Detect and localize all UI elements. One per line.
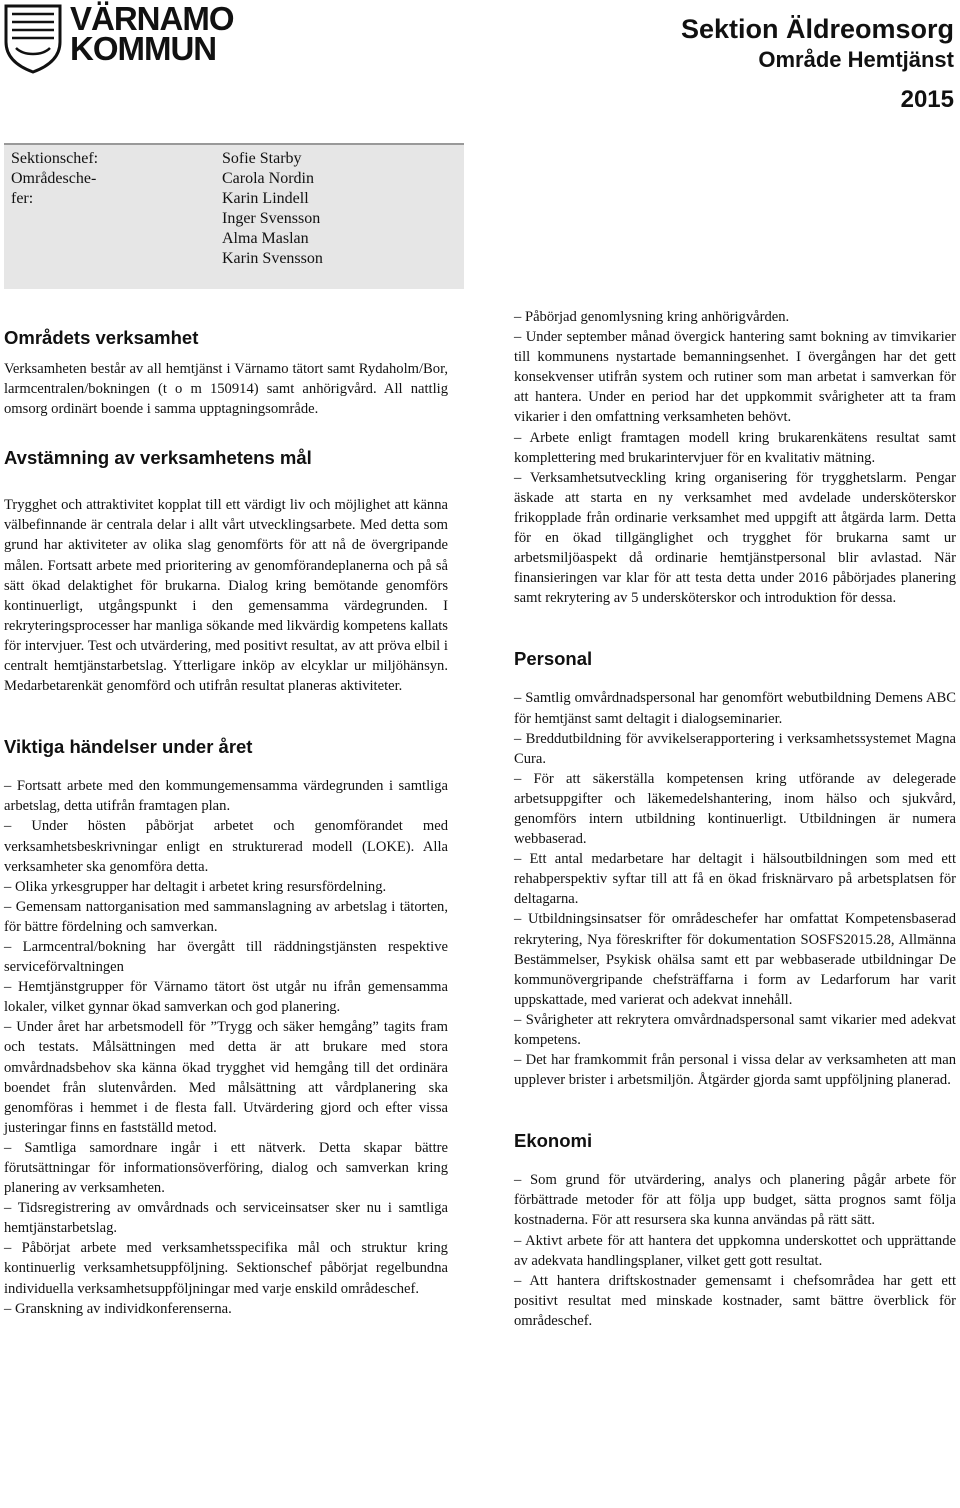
logo xyxy=(4,0,244,76)
section-title: Sektion Äldreomsorg xyxy=(680,14,954,44)
list-item: – Under hösten påbörjat arbetet och genomförandet med verksamhetsbeskrivningar enligt en strukturerad modell (LOKE). Alla verksamheter ska genomföra detta. xyxy=(4,816,448,876)
list-item: – Gemensam nattorganisation med sammanslagning av arbetslag i tätorten, för bättre fördelning och samverkan. xyxy=(4,897,448,937)
list-item: – Samtlig omvårdnadspersonal har genomfört webutbildning Demens ABC för hemtjänst samt deltagit i dialogseminarier. xyxy=(514,688,956,728)
list-item: – Arbete enligt framtagen modell kring brukarenkätens resultat samt komplettering med brukarintervjuer för en kvalitativ mätning. xyxy=(514,428,956,468)
list-item: – Att hantera driftskostnader gemensamt i chefsområdea har gett ett positivt resultat med minskade kostnader, samt bättre överblick för områdeschef. xyxy=(514,1271,956,1331)
area-title: Område Hemtjänst xyxy=(758,47,954,72)
list-item: – Under september månad övergick hantering samt bokning av timvikarier till kommunens nystartade bemanningsenhet. I övergången har det gett konsekvenser utifrån system och rutiner som man arbetat i samverkan för att hantera. Under en period har det uppkommit svårigheter att ta fram vikarier i den omfattning verksamheten behövt. xyxy=(514,327,956,427)
heading-handelser: Viktiga händelser under året xyxy=(4,736,253,758)
report-year: 2015 xyxy=(900,86,954,113)
chief-name: Sofie Starby xyxy=(222,150,302,167)
handelser-continued-list xyxy=(514,307,956,608)
list-item: – För att säkerställa kompetensen kring utförande av delegerade arbetsuppgifter och läkemedelshantering, inom hälso och sjukvård, genomförs intern utbildning kontinuerligt. Utbildningen är numera webbaserad. xyxy=(514,769,956,849)
list-item: – Utbildningsinsatser för områdeschefer har omfattat Kompetensbaserad rekrytering, Nya föreskrifter för dokumentation SOSFS2015.28, Allmänna Bestämmelser, Psykisk ohälsa samt ett par webbaserade utbildningar De kommunövergripande chefsträffarna i form av Ledarforum har varit uppskattade, med varierat och adekvat innehåll. xyxy=(514,909,956,1009)
heading-avstamning: Avstämning av verksamhetens mål xyxy=(4,447,312,469)
chief-name: Karin Lindell xyxy=(222,190,309,207)
verksamhet-text: Verksamheten består av all hemtjänst i Värnamo tätort samt Rydaholm/Bor, larmcentralen/bokningen (t o m 150914) samt anhörigvård. All nattlig omsorg ordinärt boende i samma upptagningsområde. xyxy=(4,361,448,418)
list-item: – Olika yrkesgrupper har deltagit i arbetet kring resursfördelning. xyxy=(4,877,448,897)
list-item: – Påbörjat arbete med verksamhetsspecifika mål och struktur kring kontinuerlig verksamhetsuppföljning. Sektionschef påbörjat regelbundna individuella verksamhetsuppföljningar med varje enskild områdeschef. xyxy=(4,1238,448,1298)
document-header xyxy=(681,12,954,116)
right-column xyxy=(514,307,956,1331)
list-item: – Det har framkommit från personal i vissa delar av verksamheten att man upplever brister i arbetsmiljön. Åtgärder gjorda samt uppföljning planerad. xyxy=(514,1050,956,1090)
label-area-chiefs: Områdesche- fer: xyxy=(11,170,97,207)
heading-verksamhet: Områdets verksamhet xyxy=(4,327,199,348)
personal-list xyxy=(514,688,956,1090)
list-item: – Verksamhetsutveckling kring organisering för trygghetslarm. Pengar äskade att starta en ny verksamhet med avdelade undersköterskor frikopplade från ordinarie verksamhet med uppgift att åtgärda larm. Detta för en ökad tillgänglighet och trygghet för brukarna samt ur arbetsmiljöaspekt då ordinarie hemtjänstpersonal blir avlastad. När finansieringen var klar för att testa detta under 2016 påbörjades planering samt rekrytering av 5 undersköterskor och introduktion för dessa. xyxy=(514,468,956,609)
varnamo-shield-icon xyxy=(4,4,62,74)
list-item: – Svårigheter att rekrytera omvårdnadspersonal samt vikarier med adekvat kompetens. xyxy=(514,1010,956,1050)
list-item: – Granskning av individkonferenserna. xyxy=(4,1299,448,1319)
list-item: – Påbörjad genomlysning kring anhörigvården. xyxy=(514,307,956,327)
chief-name: Karin Svensson xyxy=(222,250,323,267)
list-item: – Som grund för utvärdering, analys och planering pågår arbete för förbättrade metoder för att följa upp budget, sätta prognos samt följa kostnaderna. För att resursera ska kunna användas på rätt sätt. xyxy=(514,1170,956,1230)
list-item: – Fortsatt arbete med den kommungemensamma värdegrunden i samtliga arbetslag, detta utifrån framtagen plan. xyxy=(4,776,448,816)
list-item: – Hemtjänstgrupper för Värnamo tätort öst utgår nu ifrån gemensamma lokaler, vilket gynnar ökad samverkan och god planering. xyxy=(4,977,448,1017)
chief-name: Alma Maslan xyxy=(222,230,309,247)
avstamning-text: Trygghet och attraktivitet kopplat till ett värdigt liv och möjlighet att känna välbefinnande är centrala delar i allt vårt utvecklingsarbete. Med detta som grund har aktiviteter av olika slag genomförts för att nå de övergripande målen. Fortsatt arbete med prioritering av genomförandeplanerna och på så sätt ökad delaktighet för brukarna. Dialog kring bemötande genomförs kontinuerligt, utgångspunkt i den gemensamma värdegrunden. I rekryteringsprocesser har manliga sökande med likvärdig kompetens kallats för intervjuer. Test och utvärdering, med positivt resultat, av att pröva elbil i centralt hemtjänstarbetslag. Ytterligare inköp av elcyklar ur miljöhänsyn. Medarbetarenkät genomförd och utifrån resultat planeras aktiviteter. xyxy=(4,497,448,695)
heading-ekonomi: Ekonomi xyxy=(514,1130,593,1152)
list-item: – Tidsregistrering av omvårdnads och serviceinsatser sker nu i samtliga hemtjänstarbetslag. xyxy=(4,1198,448,1238)
label-section-chief: Sektionschef: xyxy=(11,150,99,167)
list-item: – Larmcentral/bokning har övergått till räddningstjänsten respektive serviceförvaltningen xyxy=(4,937,448,977)
list-item: – Ett antal medarbetare har deltagit i hälsoutbildningen som med ett rehabperspektiv syftar till att få en ökad frisknärvaro på arbetsplatsen för deltagarna. xyxy=(514,849,956,909)
management-names xyxy=(222,149,323,269)
ekonomi-list xyxy=(514,1170,956,1331)
chief-name: Inger Svensson xyxy=(222,210,321,227)
management-box xyxy=(4,143,464,289)
list-item: – Samtliga samordnare ingår i ett nätverk. Detta skapar bättre förutsättningar för informationsöverföring, dialog och samverkan kring planering av verksamheten. xyxy=(4,1138,448,1198)
handelser-list xyxy=(4,776,448,1319)
logo-wordmark: VÄRNAMO KOMMUN xyxy=(70,0,234,67)
list-item: – Under året har arbetsmodell för ”Trygg och säker hemgång” tagits fram och testats. Målsättningen med detta är att brukare med stora omvårdnadsbehov ska känna ökad trygghet vid hemgång till det ordinära boendet från slutenvården. Med målsättning att vårdplanering ska genomföras i hemmet i de flesta fall. Utvärdering gjord och efter vissa justeringar finns en fastställd metod. xyxy=(4,1017,448,1138)
list-item: – Breddutbildning för avvikelserapportering i verksamhetssystemet Magna Cura. xyxy=(514,729,956,769)
list-item: – Aktivt arbete för att hantera det uppkomna underskottet och upprättande av adekvata handlingsplaner, vilket gett gott resultat. xyxy=(514,1231,956,1271)
left-column xyxy=(4,327,448,1319)
management-labels xyxy=(11,149,121,209)
heading-personal: Personal xyxy=(514,648,593,670)
chief-name: Carola Nordin xyxy=(222,170,314,187)
